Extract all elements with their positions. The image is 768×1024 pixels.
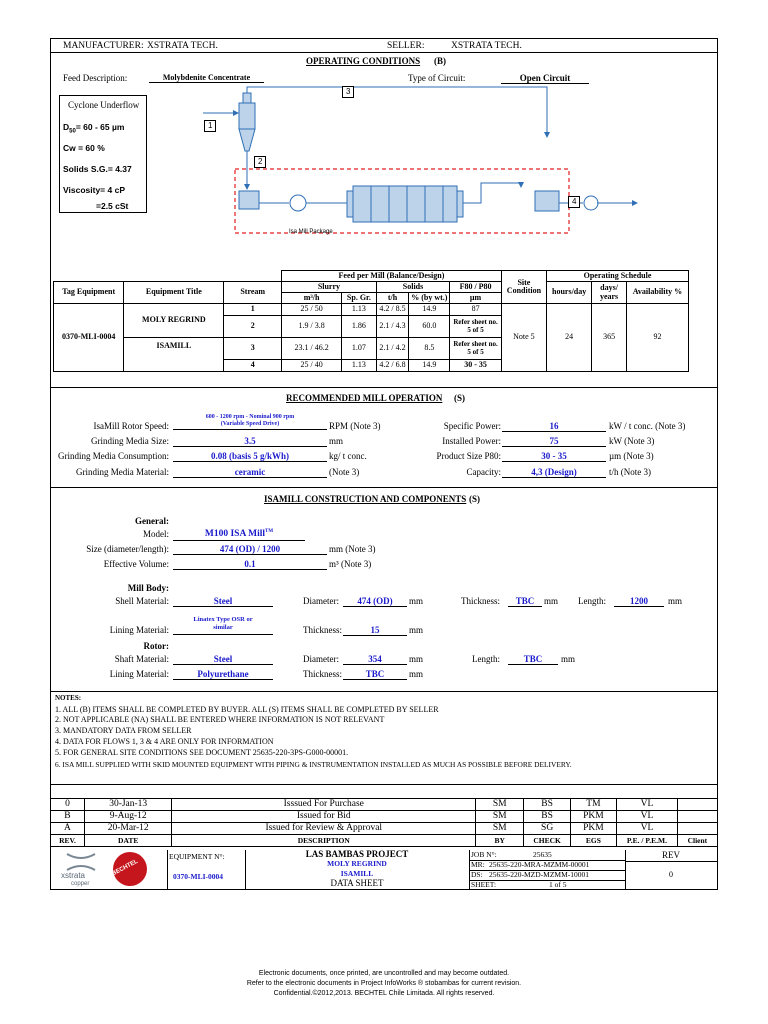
table-row: B 9-Aug-12 Issued for Bid SM BS PKM VL <box>51 811 718 823</box>
tank-icon <box>535 191 559 211</box>
stream-header: Stream <box>224 282 282 304</box>
ds-number: 25635-220-MZD-MZMM-10001 <box>489 870 589 879</box>
sg-value: Solids S.G.= 4.37 <box>63 164 132 174</box>
general-heading: General: <box>135 516 169 526</box>
slurry-header: Slurry <box>282 282 377 293</box>
note-6: 6. ISA MILL SUPPLIED WITH SKID MOUNTED EQUIPMENT WITH PIPING & INSTRUMENTATION INSTALLED AS MUCH AS POSSIBLE BEFORE DELIVERY. <box>55 760 572 769</box>
spec-power-label: Specific Power: <box>443 421 501 431</box>
rotor-lining-value: Polyurethane <box>173 670 273 680</box>
title-cell-1: MOLY REGRIND <box>124 304 224 338</box>
revision-area <box>625 850 717 890</box>
rev-label: REV <box>625 851 717 862</box>
rotor-speed-drive: (Variable Speed Drive) <box>173 421 327 430</box>
document-numbers: JOB N°: 25635 MR: 25635-220-MRA-MZMM-00001 DS: 25635-220-MZD-MZMM-10001 SHEET: 1 of 5 <box>469 850 626 890</box>
manufacturer-label: MANUFACTURER: <box>63 41 144 51</box>
process-diagram <box>181 83 601 243</box>
seller-label: SELLER: <box>387 41 425 51</box>
equipment-no-label: EQUIPMENT N°: <box>169 852 225 861</box>
volume-unit: m³ (Note 3) <box>329 559 372 569</box>
xstrata-logo-icon <box>63 852 99 872</box>
table-row: 0 30-Jan-13 Isssued For Purchase SM BS TM VL <box>51 799 718 811</box>
rotor-thickness-label: Thickness: <box>303 669 342 679</box>
shell-diameter: 474 (OD) <box>343 597 407 607</box>
size-unit: mm (Note 3) <box>329 544 376 554</box>
inst-power-value: 75 <box>502 437 606 447</box>
rotor-speed-unit: RPM (Note 3) <box>329 421 381 431</box>
media-size-unit: mm <box>329 436 344 446</box>
pump-icon <box>584 196 598 210</box>
rotor-lining-label: Lining Material: <box>109 669 169 679</box>
pump-icon <box>290 195 306 211</box>
shell-value: Steel <box>173 597 273 607</box>
lining-thickness: 15 <box>343 626 407 636</box>
table-row: A 20-Mar-12 Issued for Review & Approval SM SG PKM VL <box>51 823 718 835</box>
job-number: 25635 <box>533 850 552 859</box>
stream-label-2: 2 <box>254 156 266 168</box>
rev-value: 0 <box>669 870 673 879</box>
capacity-unit: t/h (Note 3) <box>609 467 651 477</box>
um-header: µm <box>450 293 502 304</box>
days-cell: 365 <box>592 304 627 372</box>
volume-value: 0.1 <box>173 560 327 570</box>
logo-area <box>51 850 168 890</box>
shell-length-label: Length: <box>578 596 606 606</box>
cyclone-icon <box>239 103 255 129</box>
hours-cell: 24 <box>547 304 592 372</box>
shell-length: 1200 <box>614 597 664 607</box>
m3h-header: m³/h <box>282 293 342 304</box>
media-size-label: Grinding Media Size: <box>91 436 169 446</box>
bechtel-logo-text: BECHTEL <box>111 858 140 878</box>
capacity-value: 4,3 (Design) <box>502 468 606 478</box>
sg-header: Sp. Gr. <box>342 293 377 304</box>
title-cell-2: ISAMILL <box>124 338 224 372</box>
tag-cell: 0370-MLI-0004 <box>54 304 124 372</box>
sheet-number: 1 of 5 <box>549 880 567 889</box>
material-unit: (Note 3) <box>329 467 360 477</box>
table-row: 2 1.9 / 3.8 1.86 2.1 / 4.3 60.0 Refer sheet no. 5 of 5 <box>54 316 689 338</box>
site-header: Site Condition <box>501 271 546 304</box>
size-value: 474 (OD) / 1200 <box>173 545 327 555</box>
rotor-speed-label: IsaMill Rotor Speed: <box>93 421 169 431</box>
construction-title: ISAMILL CONSTRUCTION AND COMPONENTS <box>264 494 467 504</box>
shaft-length-label: Length: <box>472 654 500 664</box>
shaft-diameter: 354 <box>343 655 407 665</box>
operating-table <box>53 270 689 372</box>
media-size-value: 3.5 <box>173 437 327 447</box>
model-label: Model: <box>143 529 169 539</box>
schedule-header: Operating Schedule <box>547 271 689 282</box>
p80-unit: µm (Note 3) <box>609 451 654 461</box>
shaft-value: Steel <box>173 655 273 665</box>
note-3: 3. MANDATORY DATA FROM SELLER <box>55 726 192 735</box>
lining-label: Lining Material: <box>109 625 169 635</box>
stream-label-4: 4 <box>568 196 580 208</box>
viscosity-cst: =2.5 cSt <box>96 201 129 211</box>
shell-thickness: TBC <box>508 597 542 607</box>
title-line-2: ISAMILL <box>340 869 374 878</box>
rotor-thickness: TBC <box>343 670 407 680</box>
footer-line-2: Refer to the electronic documents in Project InfoWorks ® stobambas for current revision. <box>246 980 522 987</box>
feed-header: Feed per Mill (Balance/Design) <box>282 271 502 282</box>
title-header: Equipment Title <box>124 282 224 304</box>
operating-tag: (B) <box>434 56 446 66</box>
cyclone-title: Cyclone Underflow <box>68 100 140 110</box>
package-label: Isa Mill Package <box>289 229 333 235</box>
wt-header: % (by wt.) <box>409 293 450 304</box>
hours-header: hours/day <box>547 282 592 304</box>
shell-thickness-label: Thickness: <box>461 596 500 606</box>
circuit-label: Type of Circuit: <box>408 73 466 83</box>
th-header: t/h <box>376 293 409 304</box>
table-row: 0370-MLI-0004 MOLY REGRIND 1 25 / 50 1.13 4.2 / 8.5 14.9 87 Note 5 24 365 92 <box>54 304 689 316</box>
tag-header: Tag Equipment <box>54 282 124 304</box>
note-5: 5. FOR GENERAL SITE CONDITIONS SEE DOCUMENT 25635-220-3PS-G000-00001. <box>55 748 349 757</box>
revision-header-row: REV. DATE DESCRIPTION BY CHECK EGS P.E. / P.E.M. Client <box>51 835 718 847</box>
model-value: M100 ISA Mill™ <box>173 529 305 541</box>
copper-logo-text: copper <box>71 881 90 887</box>
manufacturer-value: XSTRATA TECH. <box>147 41 218 51</box>
avail-header: Availability % <box>626 282 688 304</box>
title-line-1: MOLY REGRIND <box>327 859 387 868</box>
avail-cell: 92 <box>626 304 688 372</box>
footer-line-1: Electronic documents, once printed, are uncontrolled and may become outdated. <box>258 970 510 977</box>
p80-label: Product Size P80: <box>436 451 501 461</box>
spec-power-unit: kW / t conc. (Note 3) <box>609 421 686 431</box>
footer-line-3: Confidential.©2012,2013. BECHTEL Chile Limitada. All rights reserved. <box>273 990 495 997</box>
xstrata-logo-text: xstrata <box>61 871 86 880</box>
title-line-3: DATA SHEET <box>330 878 384 888</box>
site-cell: Note 5 <box>501 304 546 372</box>
diameter-label: Diameter: <box>303 596 339 606</box>
note-2: 2. NOT APPLICABLE (NA) SHALL BE ENTERED WHERE INFORMATION IS NOT RELEVANT <box>55 715 385 724</box>
stream-label-1: 1 <box>204 120 216 132</box>
equipment-no-area <box>167 850 246 890</box>
equipment-no-value: 0370-MLI-0004 <box>173 872 223 881</box>
inst-power-unit: kW (Note 3) <box>609 436 655 446</box>
operating-title: OPERATING CONDITIONS <box>306 56 421 66</box>
lining-value: Linatex Type OSR or <box>193 616 253 623</box>
shell-label: Shell Material: <box>115 596 169 606</box>
size-label: Size (diameter/length): <box>86 544 169 554</box>
notes-title: NOTES: <box>55 694 82 702</box>
note-1: 1. ALL (B) ITEMS SHALL BE COMPLETED BY BUYER. ALL (S) ITEMS SHALL BE COMPLETED BY SELLER <box>55 705 439 714</box>
stream-4-arrow <box>597 194 647 214</box>
lining-thickness-label: Thickness: <box>303 625 342 635</box>
title-block <box>51 850 717 890</box>
solids-header: Solids <box>376 282 450 293</box>
shaft-length: TBC <box>508 655 558 665</box>
stream-label-3: 3 <box>342 86 354 98</box>
mill-icon <box>353 186 457 222</box>
p80-value: 30 - 35 <box>502 452 606 462</box>
lining-similar: similar <box>173 625 273 635</box>
volume-label: Effective Volume: <box>103 559 169 569</box>
data-sheet: MANUFACTURER: XSTRATA TECH. SELLER: XSTRATA TECH. OPERATING CONDITIONS (B) Feed Description: Molybdenite Concentrate Type of Circuit: Open Circuit Cyclone Underflow $D_{50}= 60 - 65$ µm Cw = 60 % Solids S.G.= 4.37 Viscosity= 4 cP =2.5 cSt 1 2 3 4 Isa Mill Package Feed per Mill (Balance/Design) Site Condition Operating Schedule Tag Equipment Equipment Title Stream Slurry Solids F80 / P80 hours/day days/ years Availability % m³/h Sp. Gr. t/h % (by wt.) µm 0370-MLI-0004 MOLY REGRIND 1 25 / 50 1.13 4.2 / 8.5 14.9 87 Note 5 24 365 92 2 1.9 / 3.8 1.86 2.1 / 4.3 60.0 Refer sheet no. 5 of 5 ISAMILL 3 23.1 / 46.2 1.07 2.1 / 4.2 8.5 Refer sheet no. 5 of 5 4 25 / 40 1.13 4.2 / 6.8 14.9 30 - 35 RECOMMENDED MILL OPERATION (S) IsaMill Rotor Speed: 600 - 1200 rpm - Nominal 900 rpm (Variable Speed Drive) RPM (Note 3) Grinding Media Size: 3.5 mm Grinding Media Consumption: 0.08 (basis 5 g/kWh) kg/ t conc. Grinding Media Material: ceramic (Note 3) Specific Power: 16 kW / t conc. (Note 3) Installed Power: 75 kW (Note 3) Product Size P80: 30 - 35 µm (Note 3) Capacity: 4,3 (Design) t/h (Note 3) ISAMILL CONSTRUCTION AND COMPONENTS (S) General: Model: M100 ISA Mill™ Size (diameter/length): 474 (OD) / 1200 mm (Note 3) Effective Volume: 0.1 m³ (Note 3) Mill Body: Shell Material: Steel Diameter: 474 (OD) mm Thickness: TBC mm Length: 1200 mm Lining Material: Linatex Type OSR or similar Thickness: 15 mm Rotor: Shaft Material: Steel Diameter: 354 mm Length: TBC mm Lining Material: Polyurethane Thickness: TBC mm NOTES: 1. ALL (B) ITEMS SHALL BE COMPLETED BY BUYER. ALL (S) ITEMS SHALL BE COMPLETED BY SELLER 2. NOT APPLICABLE (NA) SHALL BE ENTERED WHERE INFORMATION IS NOT RELEVANT 3. MANDATORY DATA FROM SELLER 4. DATA FOR FLOWS 1, 3 & 4 ARE ONLY FOR INFORMATION 5. FOR GENERAL SITE CONDITIONS SEE DOCUMENT 25635-220-3PS-G000-00001. 6. ISA MILL SUPPLIED WITH SKID MOUNTED EQUIPMENT WITH PIPING & INSTRUMENTATION INSTALLED AS MUCH AS POSSIBLE BEFORE DELIVERY. 0 30-Jan-13 Isssued For Purchase SM BS TM VL B 9-Aug-12 Issued for Bid SM BS PKM VL A 20-Mar-12 Issued for Review & Approval SM SG PKM VL REV. DATE DESCRIPTION BY CHECK EGS P.E. / P.E.M. Client xstrata copper BECHTEL EQUIPMENT N°: 0370-MLI-0004 LAS BAMBAS PROJECT MOLY REGRIND ISAMILL DATA SHEET JOB N°: 25635 MR: 25635-220-MRA-MZMM-00001 DS: 25635-220-MZD-MZMM-10001 SHEET: 1 of 5 REV 0 <box>50 38 718 890</box>
note-4: 4. DATA FOR FLOWS 1, 3 & 4 ARE ONLY FOR INFORMATION <box>55 737 274 746</box>
inst-power-label: Installed Power: <box>442 436 501 446</box>
cw-value: Cw = 60 % <box>63 143 105 153</box>
shaft-label: Shaft Material: <box>114 654 169 664</box>
project-name: LAS BAMBAS PROJECT <box>305 849 409 859</box>
tank-icon <box>239 191 259 209</box>
shaft-diameter-label: Diameter: <box>303 654 339 664</box>
d50-value: $D_{50}= 60 - 65$ µm <box>63 122 125 135</box>
f80-header: F80 / P80 <box>450 282 502 293</box>
feed-value: Molybdenite Concentrate <box>149 74 264 83</box>
capacity-label: Capacity: <box>466 467 501 477</box>
consumption-value: 0.08 (basis 5 g/kWh) <box>173 452 327 462</box>
days-header: days/ years <box>592 282 627 304</box>
mill-body-heading: Mill Body: <box>127 583 169 593</box>
cyclone-box <box>59 95 147 213</box>
viscosity-value: Viscosity= 4 cP <box>63 185 125 195</box>
seller-value: XSTRATA TECH. <box>451 41 522 51</box>
rotor-heading: Rotor: <box>143 641 169 651</box>
feed-label: Feed Description: <box>63 73 128 83</box>
revision-table <box>50 798 718 847</box>
recommended-title: RECOMMENDED MILL OPERATION <box>286 393 443 403</box>
material-value: ceramic <box>173 468 327 478</box>
material-label: Grinding Media Material: <box>76 467 169 477</box>
rotor-speed-value: 600 - 1200 rpm - Nominal 900 rpm <box>205 414 295 420</box>
project-area <box>245 850 470 890</box>
table-row: ISAMILL 3 23.1 / 46.2 1.07 2.1 / 4.2 8.5 Refer sheet no. 5 of 5 <box>54 338 689 360</box>
mr-number: 25635-220-MRA-MZMM-00001 <box>489 860 590 869</box>
circuit-value: Open Circuit <box>501 74 589 84</box>
consumption-label: Grinding Media Consumption: <box>58 451 169 461</box>
recommended-tag: (S) <box>454 393 465 403</box>
consumption-unit: kg/ t conc. <box>329 451 367 461</box>
table-row: 4 25 / 40 1.13 4.2 / 6.8 14.9 30 - 35 <box>54 360 689 372</box>
construction-tag: (S) <box>469 494 480 504</box>
spec-power-value: 16 <box>502 422 606 432</box>
